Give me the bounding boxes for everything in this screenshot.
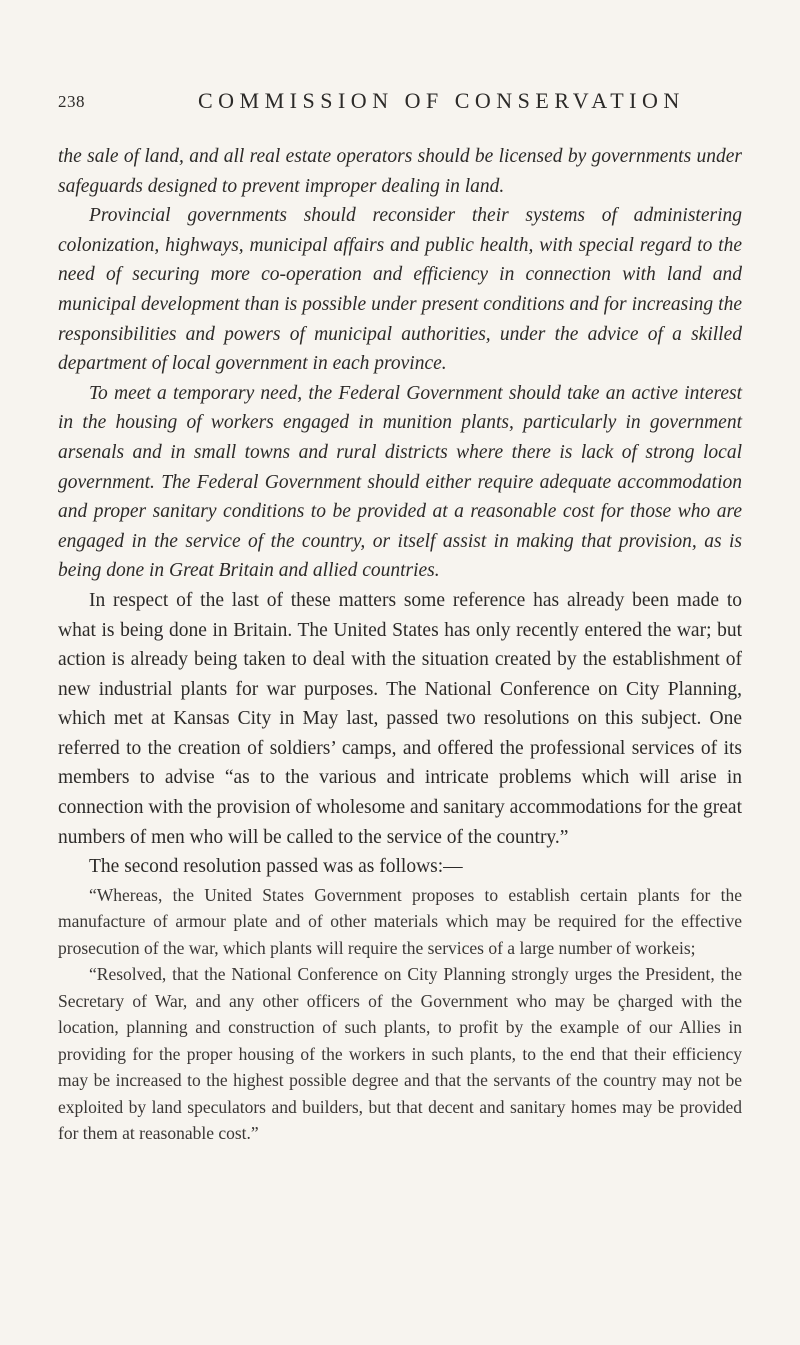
page-number: 238 bbox=[58, 92, 85, 111]
paragraph-provincial-governments: Provincial governments should reconsider their systems of administering colonization, highways, municipal affairs and public health, with special regard to the need of securing more co-operation and efficiency in connection with land and municipal development than is possible under present conditions and for increasing the responsibilities and powers of municipal authorities, under the advice of a skilled department of local government in each province. bbox=[58, 205, 742, 375]
running-head: COMMISSION OF CONSERVATION bbox=[198, 88, 685, 113]
quote-resolved: “Resolved, that the National Conference on City Planning strongly urges the President, the Secretary of War, and any other officers of the Government who may be çharged with the location, planning and construction of such plants, to profit by the example of our Allies in providing for the proper housing of the workers in such plants, to the end that their efficiency may be increased to the highest possible degree and that the servants of the country may not be exploited by land speculators and builders, but that decent and sanitary homes may be provided for them at reasonable cost.” bbox=[58, 964, 742, 1144]
paragraph-federal-housing: To meet a temporary need, the Federal Government should take an active interest in the housing of workers engaged in munition plants, particularly in government arsenals and in small towns and rural districts where there is lack of strong local government. The Federal Government should either require adequate accommodation and proper sanitary conditions to be provided at a reasonable cost for those who are engaged in the service of the country, or itself assist in making that provision, as is being done in Great Britain and allied countries. bbox=[58, 382, 742, 582]
paragraph-land-licensing: the sale of land, and all real estate operators should be licensed by governments under safeguards designed to prevent improper dealing in land. bbox=[58, 146, 742, 197]
quote-whereas: “Whereas, the United States Government proposes to establish certain plants for the manufacture of armour plate and of other materials which may be required for the effective prosecution of the war, which plants will require the services of a large number of workeis; bbox=[58, 884, 742, 958]
document-page bbox=[58, 88, 742, 1147]
paragraph-second-resolution: The second resolution passed was as follows:— bbox=[89, 856, 463, 878]
paragraph-united-states: In respect of the last of these matters some reference has already been made to what is being done in Britain. The United States has only recently entered the war; but action is already being taken to deal with the situation created by the establishment of new industrial plants for war purposes. The National Conference on City Planning, which met at Kansas City in May last, passed two resolutions on this subject. One referred to the creation of soldiers’ camps, and offered the professional services of its members to advise “as to the various and intricate problems which will arise in connection with the provision of wholesome and sanitary accommodations for the great numbers of men who will be called to the service of the country.” bbox=[58, 589, 742, 848]
page-header bbox=[58, 88, 742, 128]
